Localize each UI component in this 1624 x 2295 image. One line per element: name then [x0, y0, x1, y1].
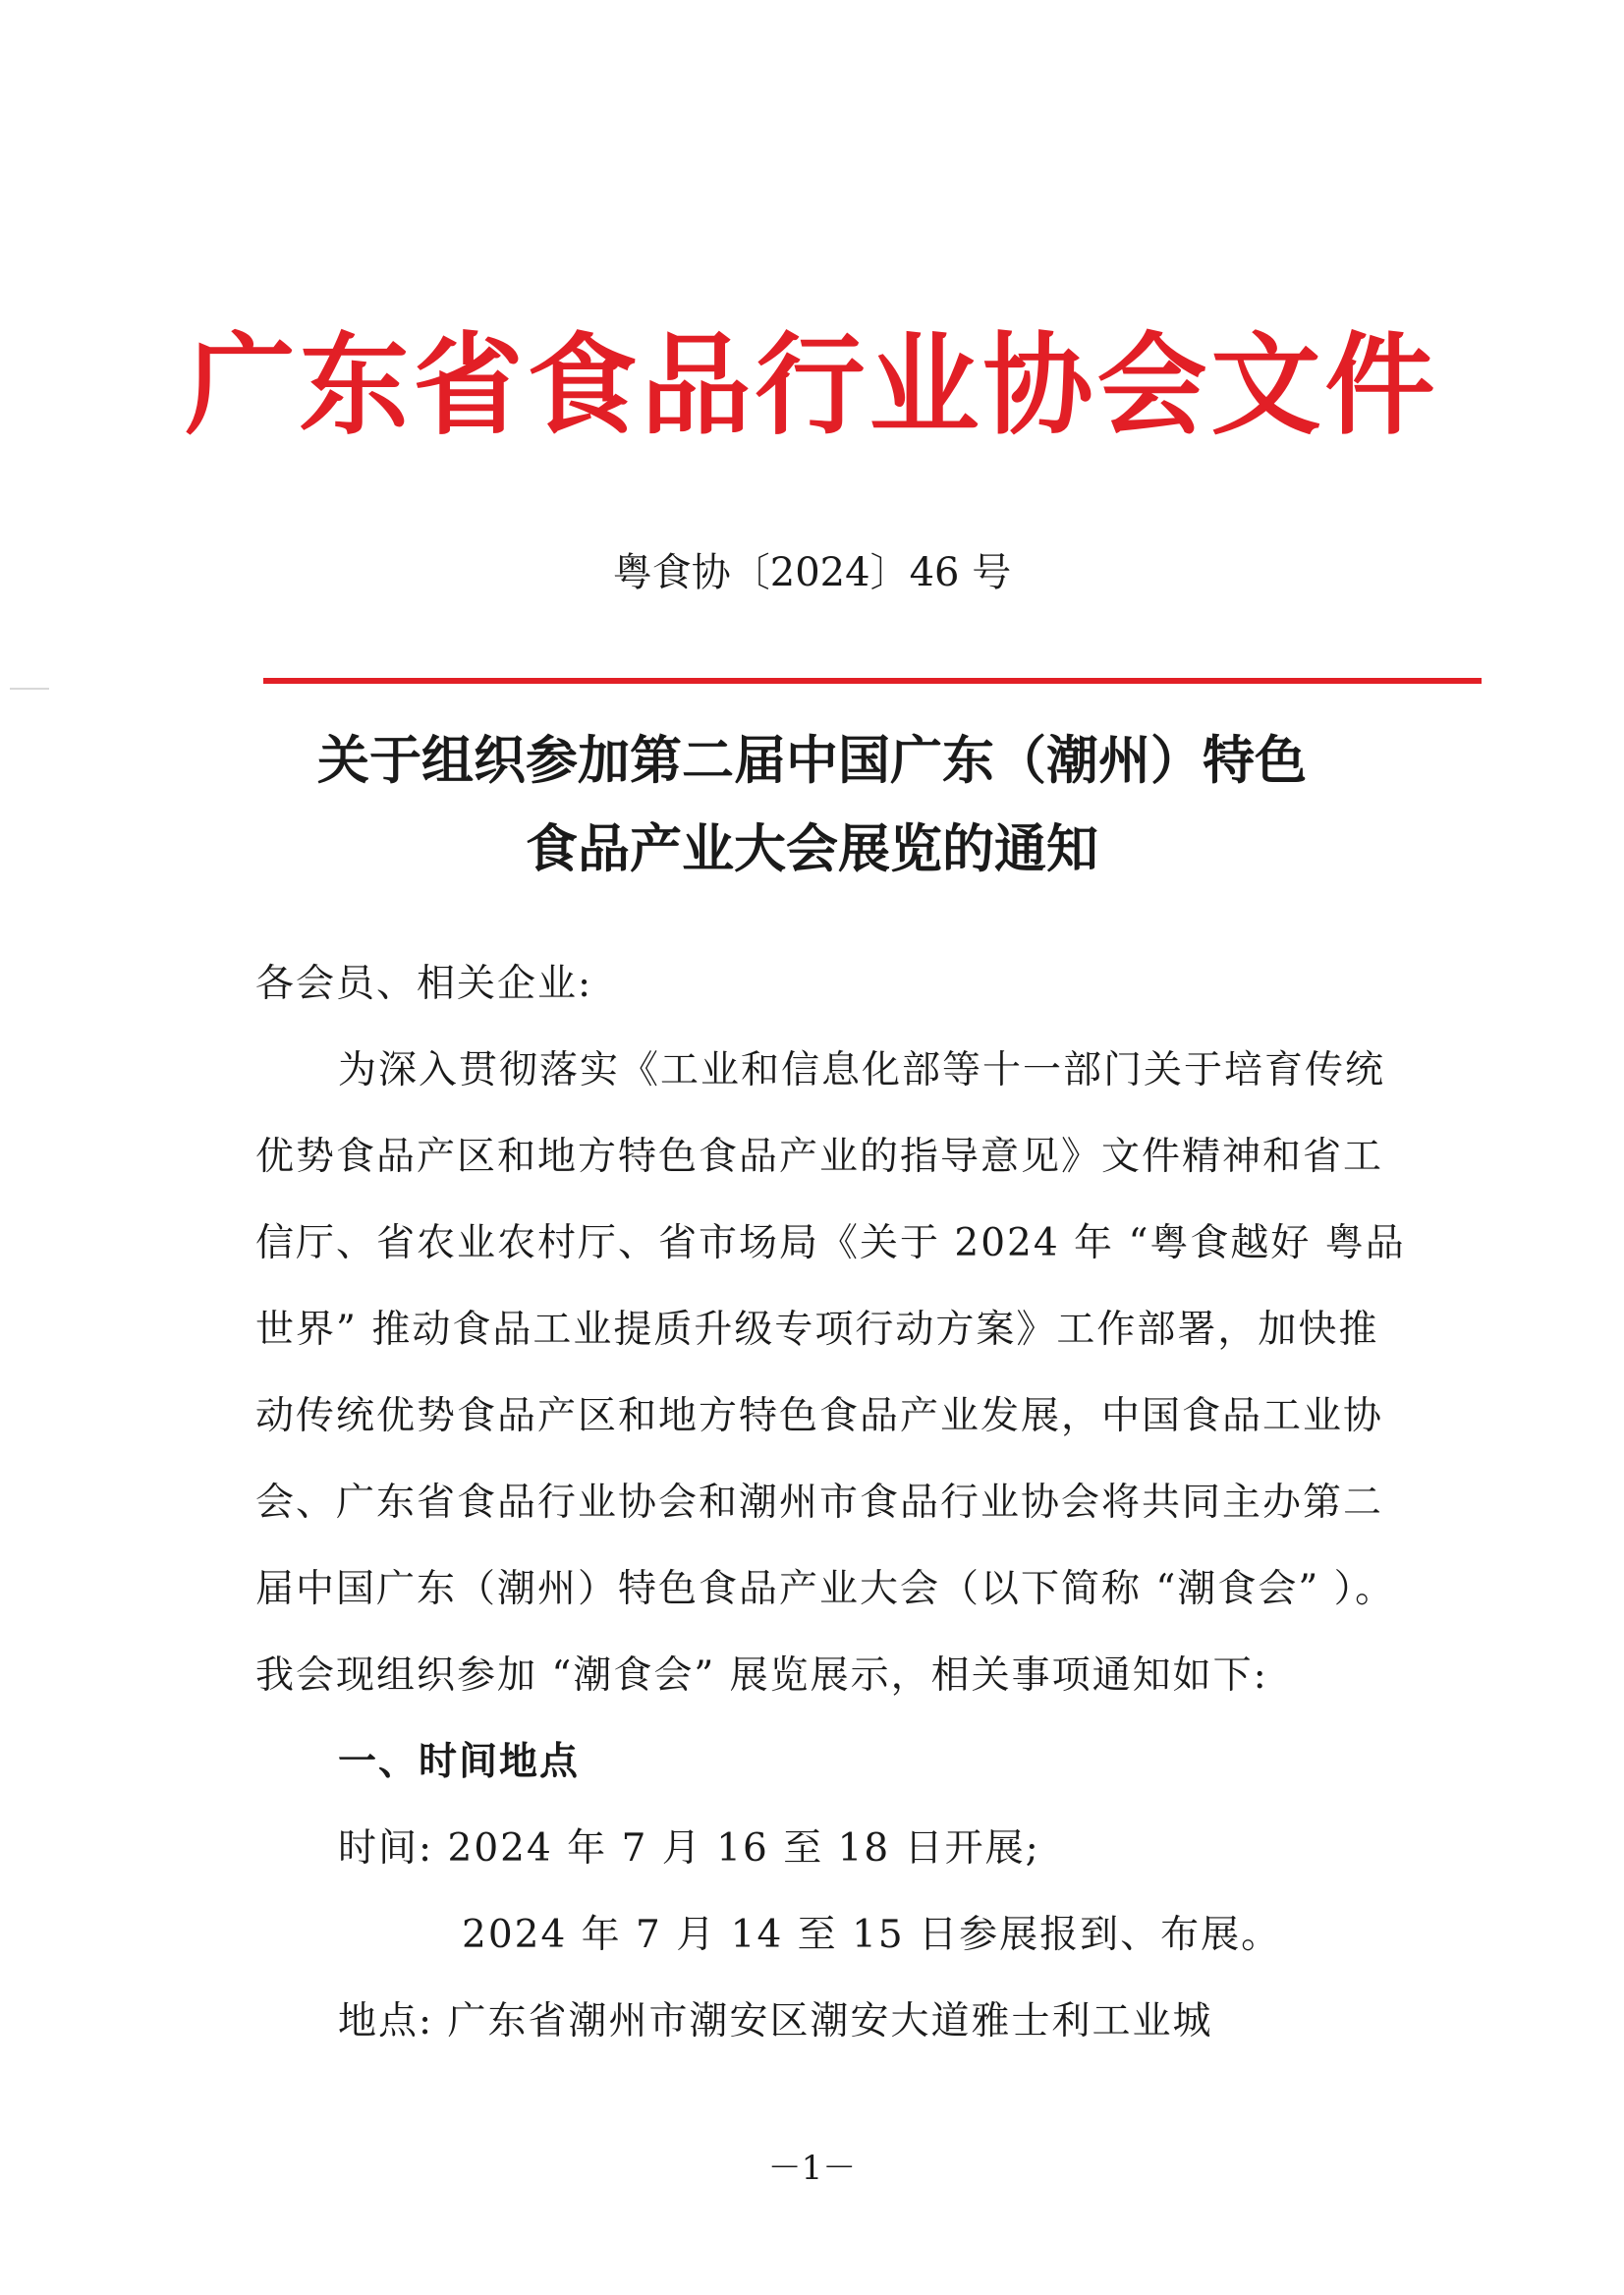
- notice-title-line-2: 食品产业大会展览的通知: [526, 819, 1098, 879]
- paragraph-line: 信厅、省农业农村厅、省市场局《关于 2024 年 “粤食越好 粤品: [255, 1221, 1406, 1265]
- time-line-setup: 2024 年 7 月 14 至 15 日参展报到、布展。: [462, 1913, 1282, 1957]
- document-number: 粤食协〔2024〕46 号: [612, 550, 1012, 595]
- paragraph-line: 我会现组织参加 “潮食会” 展览展示，相关事项通知如下:: [255, 1653, 1268, 1698]
- location-line: 地点: 广东省潮州市潮安区潮安大道雅士利工业城: [338, 1999, 1213, 2043]
- paragraph-line: 动传统优势食品产区和地方特色食品产业发展，中国食品工业协: [255, 1394, 1384, 1438]
- paragraph-line: 届中国广东（潮州）特色食品产业大会（以下简称 “潮食会” ）。: [255, 1567, 1396, 1611]
- paragraph-line: 为深入贯彻落实《工业和信息化部等十一部门关于培育传统: [338, 1048, 1386, 1092]
- masthead-title: 广东省食品行业协会文件: [185, 322, 1439, 450]
- section-heading-time-location: 一、时间地点: [338, 1740, 581, 1784]
- time-line-open: 时间: 2024 年 7 月 16 至 18 日开展;: [338, 1826, 1040, 1871]
- red-divider-line: [263, 678, 1482, 684]
- scan-margin-mark: [10, 688, 49, 690]
- paragraph-line: 世界” 推动食品工业提质升级专项行动方案》工作部署，加快推: [255, 1308, 1379, 1352]
- notice-body: [255, 941, 1484, 2065]
- page-number: －1－: [767, 2149, 857, 2188]
- salutation: 各会员、相关企业:: [255, 962, 593, 1006]
- notice-title: [0, 717, 1624, 894]
- paragraph-line: 会、广东省食品行业协会和潮州市食品行业协会将共同主办第二: [255, 1481, 1384, 1525]
- notice-title-line-1: 关于组织参加第二届中国广东（潮州）特色: [317, 731, 1307, 791]
- paragraph-line: 优势食品产区和地方特色食品产业的指导意见》文件精神和省工: [255, 1135, 1384, 1179]
